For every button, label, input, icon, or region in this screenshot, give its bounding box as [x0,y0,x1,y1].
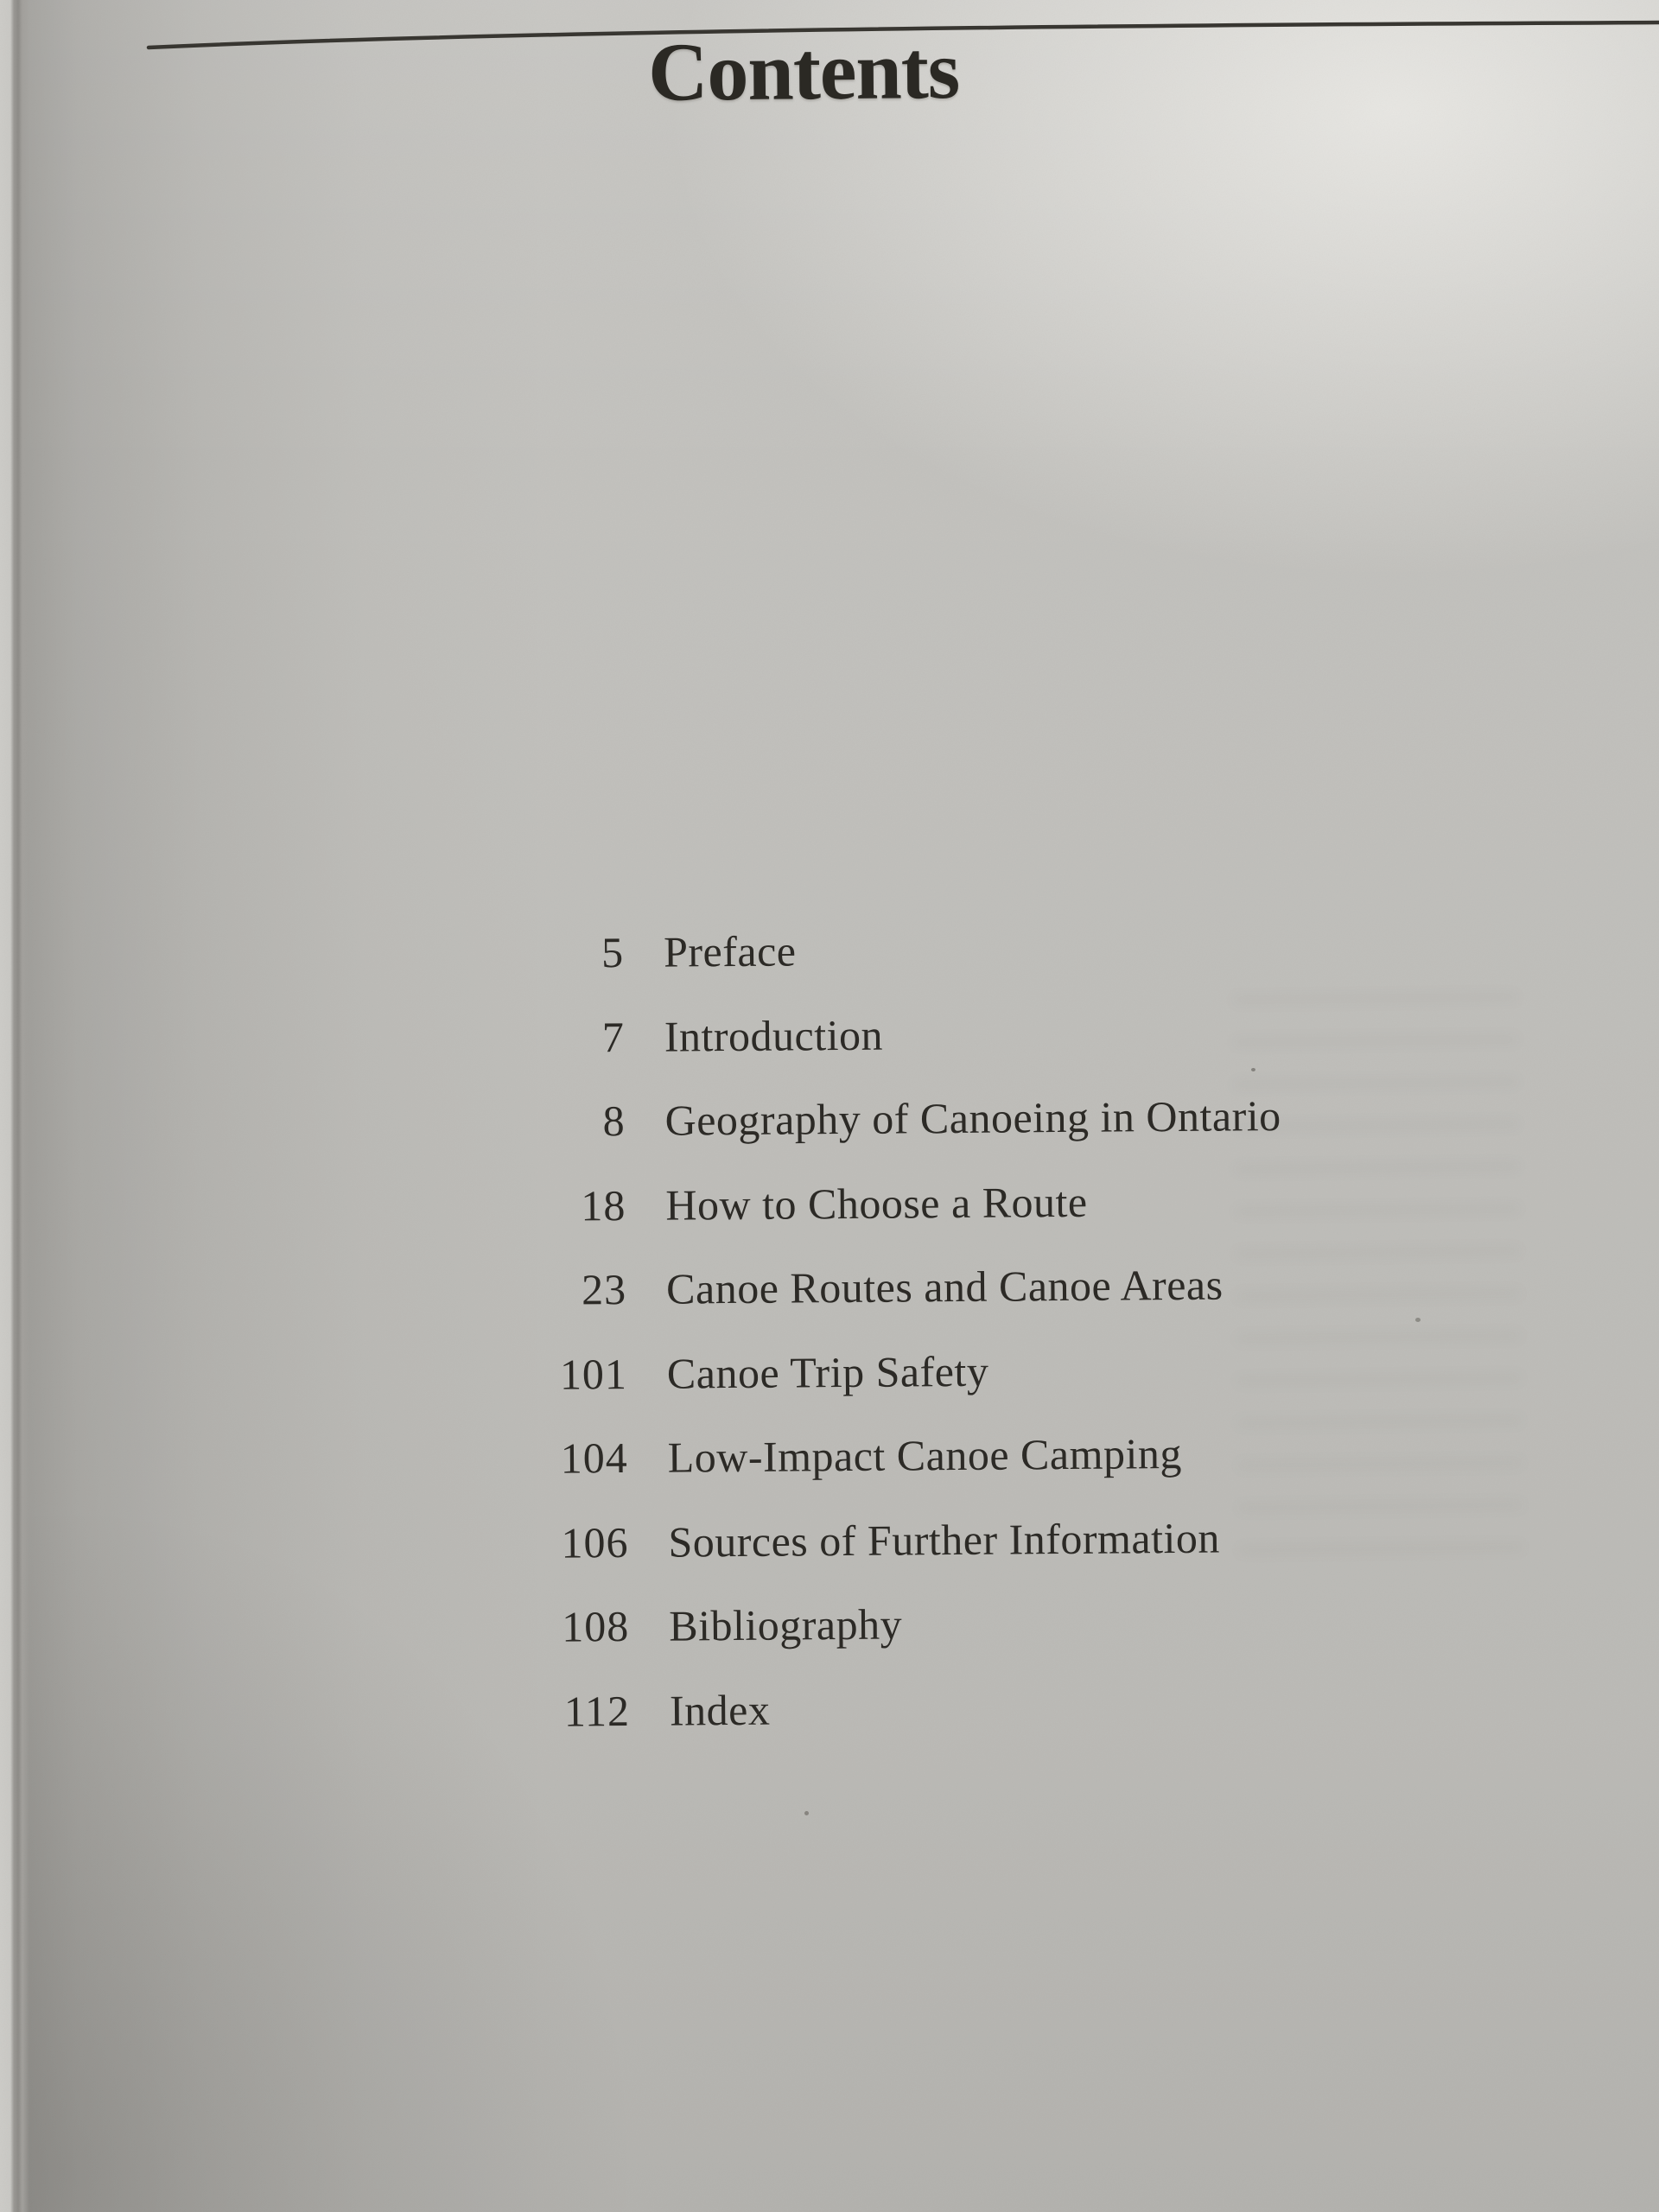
toc-entry-label: Index [669,1685,771,1735]
toc-page-number: 18 [581,1180,626,1230]
dust-speck [1251,1068,1255,1071]
toc-page-number: 23 [581,1264,627,1314]
toc-page-number: 112 [563,1686,631,1736]
dust-speck [804,1811,809,1815]
dust-speck [1415,1318,1421,1322]
toc-entry-label: Canoe Trip Safety [666,1346,989,1398]
toc-page-number: 106 [561,1517,629,1567]
toc-row [486,1177,1437,1268]
toc-entry-label: Canoe Routes and Canoe Areas [665,1260,1224,1313]
page-title: Contents [647,22,960,118]
toc-page-number: 5 [601,928,625,977]
toc-entry-label: Introduction [664,1010,884,1061]
toc-row [484,925,1435,1016]
toc-page-number: 104 [560,1433,628,1483]
toc-page-number: 101 [559,1349,628,1399]
toc-entry-label: Low-Impact Canoe Camping [667,1428,1183,1482]
toc-page-number: 108 [562,1601,630,1651]
toc-entry-label: Preface [663,926,797,976]
toc-page-number: 7 [601,1012,626,1061]
toc-row [486,1262,1438,1353]
toc-entry-label: Sources of Further Information [668,1513,1221,1567]
toc-row [487,1430,1439,1522]
toc-row [485,1008,1436,1100]
toc-entry-label: Bibliography [668,1599,903,1650]
toc-page-number: 8 [602,1096,626,1146]
toc-row [490,1682,1441,1774]
toc-row [485,1093,1436,1185]
toc-list [484,925,1441,1775]
toc-entry-label: Geography of Canoeing in Ontario [664,1091,1281,1145]
toc-row [488,1514,1440,1605]
toc-entry-label: How to Choose a Route [665,1177,1088,1230]
toc-row [489,1599,1440,1690]
toc-row [487,1345,1439,1437]
